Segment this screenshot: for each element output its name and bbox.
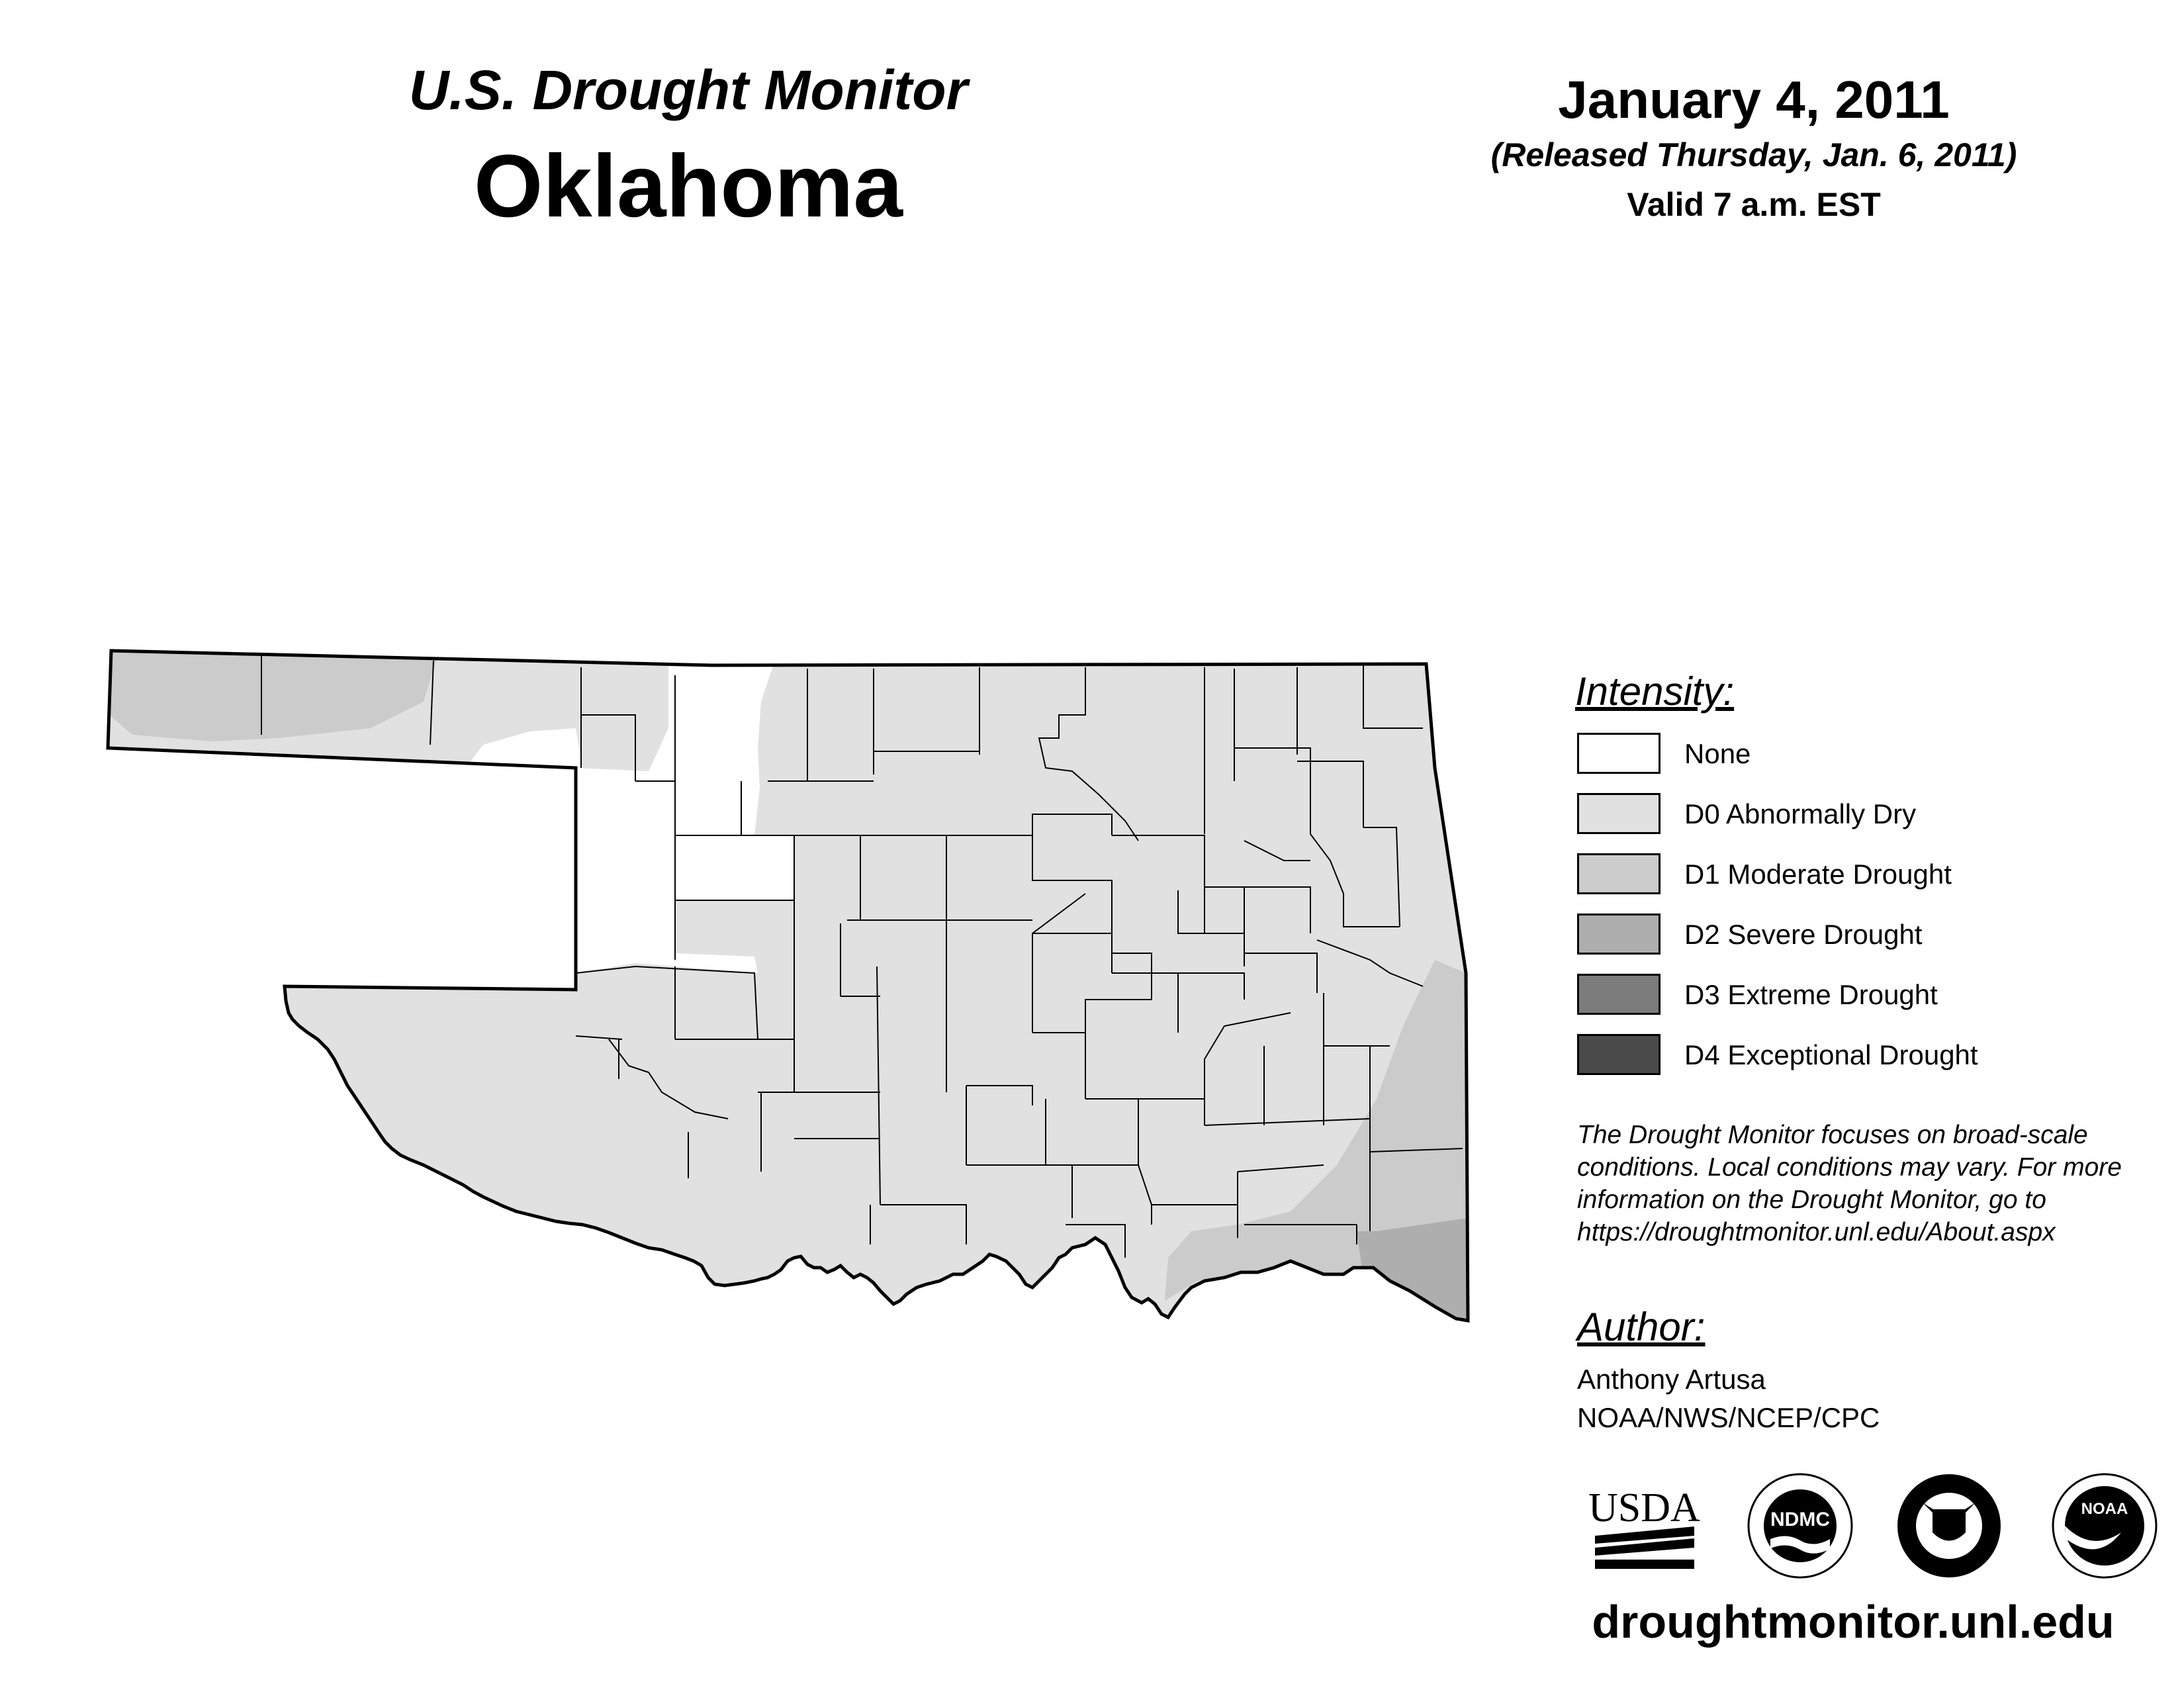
legend-item <box>1575 972 2171 1033</box>
legend <box>1575 669 2171 1093</box>
legend-items <box>1575 731 2171 1093</box>
legend-swatch <box>1577 793 1661 834</box>
noaa-logo-text: NOAA <box>2081 1500 2128 1518</box>
legend-item <box>1575 1033 2171 1093</box>
legend-label: D1 Moderate Drought <box>1684 859 1952 890</box>
legend-item <box>1575 852 2171 912</box>
legend-label: D3 Extreme Drought <box>1684 979 1938 1010</box>
usda-logo <box>1588 1485 1700 1569</box>
commerce-logo <box>1897 1474 2001 1577</box>
legend-label: D2 Severe Drought <box>1684 919 1923 950</box>
noaa-logo <box>2053 1474 2156 1577</box>
legend-item <box>1575 731 2171 792</box>
legend-swatch <box>1577 853 1661 894</box>
map-date: January 4, 2011 <box>1558 70 1950 129</box>
valid-time: Valid 7 a.m. EST <box>1627 186 1881 223</box>
legend-label: D4 Exceptional Drought <box>1684 1039 1978 1070</box>
usda-logo-text: USDA <box>1588 1485 1700 1530</box>
legend-swatch <box>1577 974 1661 1015</box>
legend-swatch <box>1577 914 1661 955</box>
ndmc-logo-text: NDMC <box>1770 1509 1830 1530</box>
author-heading: Author: <box>1577 1305 1706 1349</box>
disclaimer-note: The Drought Monitor focuses on broad-scale conditions. Local conditions may vary. For more information on the Drought Monitor, go to https://droughtmonitor.unl.edu/About.aspx <box>1577 1121 2122 1246</box>
product-title: U.S. Drought Monitor <box>408 59 968 121</box>
state-title: Oklahoma <box>474 137 903 236</box>
legend-swatch <box>1577 1034 1661 1075</box>
d2-area-southeast <box>1357 1218 1469 1324</box>
legend-item <box>1575 792 2171 852</box>
legend-label: D0 Abnormally Dry <box>1684 798 1917 829</box>
legend-item <box>1575 912 2171 972</box>
ndmc-logo <box>1749 1474 1852 1577</box>
website-link[interactable]: droughtmonitor.unl.edu <box>1592 1596 2115 1648</box>
legend-label: None <box>1684 738 1751 769</box>
author-org: NOAA/NWS/NCEP/CPC <box>1577 1402 1880 1433</box>
author-name: Anthony Artusa <box>1577 1364 1766 1395</box>
release-date: (Released Thursday, Jan. 6, 2011) <box>1490 136 2017 173</box>
none-area-center-west <box>675 835 794 900</box>
legend-title: Intensity: <box>1575 669 1735 714</box>
legend-swatch <box>1577 733 1661 774</box>
agency-logos <box>1582 1470 2164 1582</box>
